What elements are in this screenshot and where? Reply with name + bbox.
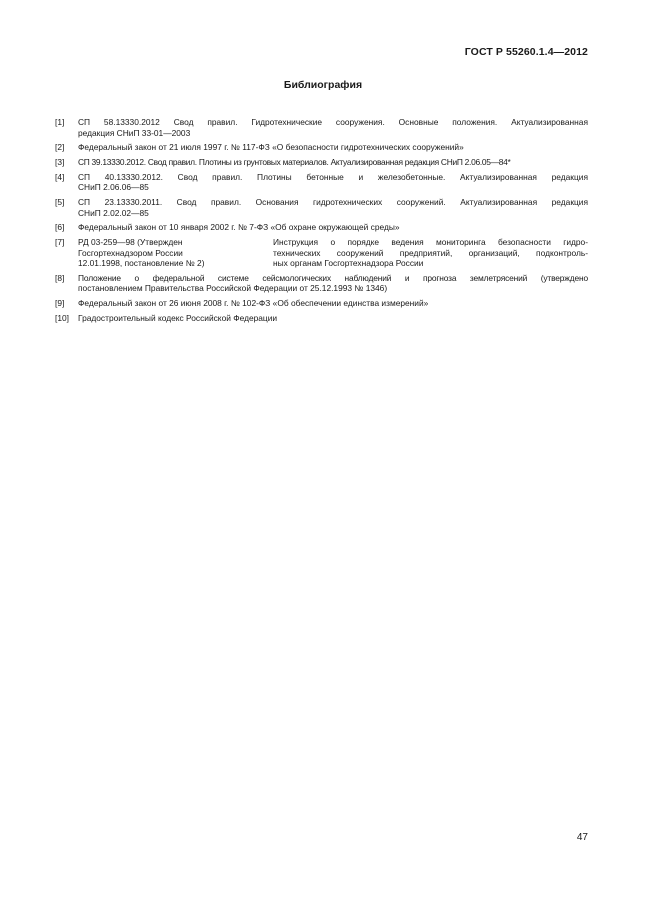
entry-line: Федеральный закон от 26 июня 2008 г. № 102-ФЗ «Об обеспечении единства измерений» [78,298,429,309]
entry-number: [5] [55,196,65,207]
entry-text [78,298,588,309]
entry-line: Федеральный закон от 10 января 2002 г. № 7-ФЗ «Об охране окружающей среды» [78,222,400,233]
entry-line: редакция СНиП 33-01—2003 [78,127,191,138]
entry-text [78,172,588,193]
bibliography-entry [55,237,588,269]
page-number: 47 [576,832,588,843]
entry-text [78,157,588,168]
entry-line: Положение о федеральной системе сейсмологических наблюдений и прогноза землетрясений (утверждено [78,272,588,283]
entry-number: [9] [55,298,65,309]
entry-right-column [273,237,588,269]
entry-number: [7] [55,236,65,247]
entry-left-line: РД 03-259—98 (Утвержден [78,236,183,247]
entry-text [78,222,588,233]
entry-line: СНиП 2.02.02—85 [78,207,149,218]
entry-line: СП 40.13330.2012. Свод правил. Плотины бетонные и железобетонные. Актуализированная редакция [78,171,588,182]
entry-number: [6] [55,222,65,233]
document-code-header: ГОСТ Р 55260.1.4—2012 [464,46,588,58]
entry-line: постановлением Правительства Российской Федерации от 25.12.1993 № 1346) [78,283,388,294]
entry-left-line: 12.01.1998, постановление № 2) [78,258,205,269]
entry-line: СП 39.13330.2012. Свод правил. Плотины из грунтовых материалов. Актуализированная редакция СНиП 2.06.05—84* [78,156,511,167]
entry-right-line: технических сооружений предприятий, организаций, подконтроль- [273,247,588,258]
entry-line: СНиП 2.06.06—85 [78,182,149,193]
bibliography-entry [55,298,588,309]
entry-line: СП 23.13330.2011. Свод правил. Основания гидротехнических сооружений. Актуализированная редакция [78,196,588,207]
section-title: Библиография [283,79,363,91]
entry-two-column [78,237,588,269]
entry-left-column [78,237,273,269]
bibliography-entry [55,222,588,233]
entry-line: СП 58.13330.2012 Свод правил. Гидротехнические сооружения. Основные положения. Актуализированная [78,117,588,127]
entry-right-line: Инструкция о порядке ведения мониторинга безопасности гидро- [273,236,588,247]
entry-line: Федеральный закон от 21 июля 1997 г. № 117-ФЗ «О безопасности гидротехнических сооружений» [78,142,464,153]
entry-text [78,313,588,324]
entry-line: Градостроительный кодекс Российской Федерации [78,312,278,323]
entry-number: [10] [55,312,69,323]
entry-number: [8] [55,272,65,283]
entry-number: [3] [55,156,65,167]
bibliography-entry [55,172,588,193]
entry-text [78,142,588,153]
entry-left-line: Госгортехнадзором России [78,247,183,258]
entry-text [78,197,588,218]
entry-text [78,117,588,138]
bibliography-entry [55,273,588,294]
bibliography-list [55,117,588,327]
entry-number: [2] [55,142,65,153]
bibliography-entry [55,157,588,168]
bibliography-entry [55,197,588,218]
bibliography-entry [55,142,588,153]
bibliography-entry [55,117,588,138]
bibliography-entry [55,313,588,324]
entry-right-line: ных органам Госгортехнадзора России [273,258,424,269]
entry-number: [1] [55,117,65,127]
entry-number: [4] [55,171,65,182]
entry-text [78,273,588,294]
